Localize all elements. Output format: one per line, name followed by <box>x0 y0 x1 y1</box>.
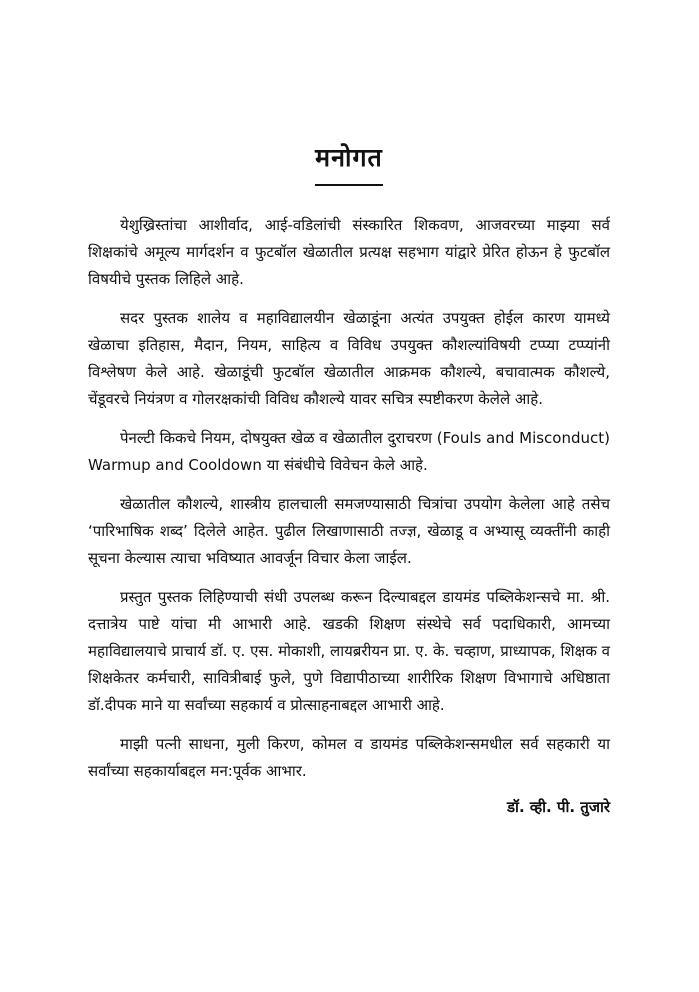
paragraph-rules-discussion: पेनल्टी किकचे नियम, दोषयुक्त खेळ व खेळातील दुराचरण (Fouls and Misconduct) Warmup and Cooldown या संबंधीचे विवेचन केले आहे. <box>88 429 610 474</box>
preface-page <box>88 140 610 817</box>
author-signature: डॉ. व्ही. पी. तुजारे <box>507 798 610 816</box>
title-container <box>88 140 610 186</box>
paragraph-acknowledgements: प्रस्तुत पुस्तक लिहिण्याची संधी उपलब्ध करून दिल्याबद्दल डायमंड पब्लिकेशन्सचे मा. श्री. दत्तात्रेय पाष्टे यांचा मी आभारी आहे. खडकी शिक्षण संस्थेचे सर्व पदाधिकारी, आमच्या महाविद्यालयाचे प्राचार्य डॉ. ए. एस. मोकाशी, लायब्ररीयन प्रा. ए. के. चव्हाण, प्राध्यापक, शिक्षक व शिक्षकेतर कर्मचारी, सावित्रीबाई फुले, पुणे विद्यापीठाच्या शारीरिक शिक्षण विभागाचे अधिष्ठाता डॉ.दीपक माने या सर्वांच्या सहकार्य व प्रोत्साहनाबद्दल आभारी आहे. <box>88 588 610 714</box>
paragraph-family-thanks: माझी पत्नी साधना, मुली किरण, कोमल व डायमंड पब्लिकेशन्समधील सर्व सहकारी या सर्वांच्या सहकार्याबद्दल मन:पूर्वक आभार. <box>88 735 610 780</box>
page-title: मनोगत <box>315 140 383 186</box>
paragraph-book-usefulness: सदर पुस्तक शालेय व महाविद्यालयीन खेळाडूंना अत्यंत उपयुक्त होईल कारण यामध्ये खेळाचा इतिहास, मैदान, नियम, साहित्य व विविध उपयुक्त कौशल्यांविषयी टप्प्या टप्प्यांनी विश्लेषण केले आहे. खेळाडूंची फुटबॉल खेळातील आक्रमक कौशल्ये, बचावात्मक कौशल्ये, चेंडूवरचे नियंत्रण व गोलरक्षकांची विविध कौशल्ये यावर सचित्र स्पष्टीकरण केलेले आहे. <box>88 309 610 408</box>
paragraph-inspiration: येशुख्रिस्तांचा आशीर्वाद, आई-वडिलांची संस्कारित शिकवण, आजवरच्या माझ्या सर्व शिक्षकांचे अमूल्य मार्गदर्शन व फुटबॉल खेळातील प्रत्यक्ष सहभाग यांद्वारे प्रेरित होऊन हे फुटबॉल विषयीचे पुस्तक लिहिले आहे. <box>88 216 610 288</box>
paragraph-illustrations: खेळातील कौशल्ये, शास्त्रीय हालचाली समजण्यासाठी चित्रांचा उपयोग केलेला आहे तसेच ‘पारिभाषिक शब्द’ दिलेले आहेत. पुढील लिखाणासाठी तज्ज्ञ, खेळाडू व अभ्यासू व्यक्तींनी काही सूचना केल्यास त्याचा भविष्यात आवर्जून विचार केला जाईल. <box>88 495 610 567</box>
